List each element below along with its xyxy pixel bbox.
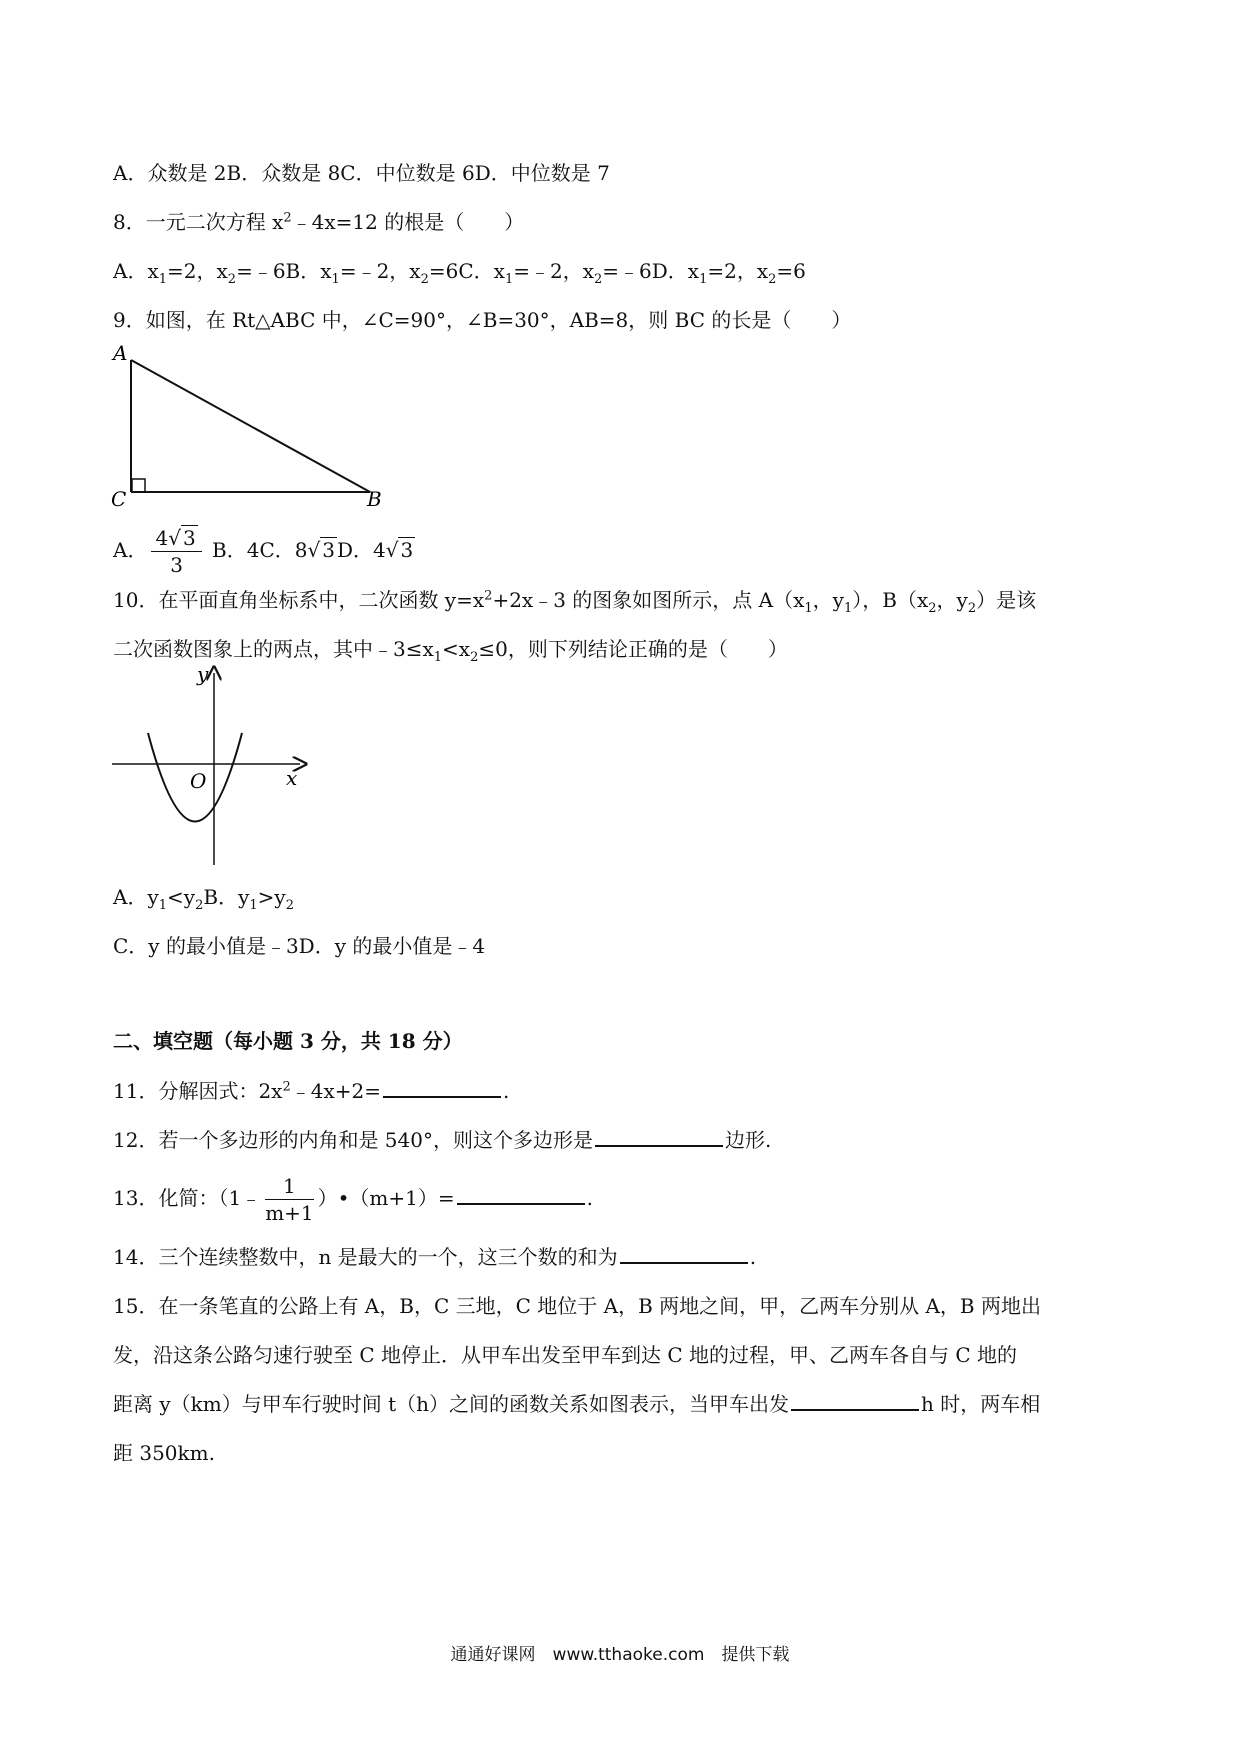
q8-option-c: C．$x_1=﹣2$，$x_2=﹣6$ (458, 259, 652, 287)
q9-options: A． $\frac{4√ 3}{3}$ B．4C．8√ 3 D．4√ 3 (113, 526, 414, 577)
q10-options-cd: C．y 的最小值是﹣3D．y 的最小值是﹣4 (113, 934, 486, 958)
q13-answer-blank[interactable] (457, 1183, 585, 1205)
q13: 13．化简：（1﹣ $\frac{1}{m+1}$ ）•（m+1）= . (113, 1174, 594, 1225)
q15-line3: 距离 y（km）与甲车行驶时间 t（h）之间的函数关系如图表示，当甲车出发 h 时，两车相 (113, 1389, 1040, 1419)
q8-option-d: D．$x_1=2$，$x_2=6$ (651, 259, 806, 287)
section2-title: 二、填空题（每小题 3 分，共 18 分） (113, 1029, 463, 1053)
q8-options (113, 256, 806, 286)
q9-option-d-radicand: 3 (400, 538, 414, 562)
q9-triangle-figure (105, 340, 395, 510)
q12: 12．若一个多边形的内角和是 540°，则这个多边形是 边形. (113, 1125, 771, 1155)
q15-answer-blank[interactable] (791, 1389, 919, 1411)
q11: 11．分解因式：$2x^2﹣4x+2=$ . (113, 1076, 509, 1106)
q10-stem-line1: 10．在平面直角坐标系中，二次函数 $y=x^2+2x﹣3$ 的图象如图所示，点 $A(x_1$，$y_1$），$B(x_2$，$y_2$）是该 (113, 588, 1037, 616)
q11-answer-blank[interactable] (383, 1076, 501, 1098)
q8-option-a: A．$x_1=2$，$x_2=﹣6$ (113, 259, 286, 287)
q15-line1: 15．在一条笔直的公路上有 A，B，C 三地，C 地位于 A，B 两地之间，甲，乙两车分别从 A，B 两地出 (113, 1294, 1041, 1318)
q9-stem: 9．如图，在 Rt△ABC 中，∠C=90°，∠B=30°，AB=8，则 BC 的长是（ ） (113, 308, 852, 332)
q9-option-c-radicand: 3 (322, 538, 335, 562)
vertex-label-c: C (111, 487, 127, 510)
x-axis-label: x (286, 766, 298, 790)
q9-option-bc: B．4C．8 (212, 538, 308, 562)
vertex-label-a: A (113, 341, 128, 365)
q13-fraction: $\frac{1}{m+1}$ (265, 1174, 314, 1225)
q10-parabola-graph (108, 665, 308, 870)
q14: 14．三个连续整数中，n 是最大的一个，这三个数的和为 . (113, 1242, 756, 1272)
right-angle-mark (132, 479, 145, 492)
vertex-label-b: B (367, 487, 382, 510)
q9-option-a-label: A． (113, 538, 148, 562)
q7-options: A．众数是 2B．众数是 8C．中位数是 6D．中位数是 7 (113, 161, 610, 185)
q10-stem-line2: 二次函数图象上的两点，其中$﹣3\le x_1<x_2\le 0$，则下列结论正确的是（ ） (113, 637, 788, 665)
q8-option-b: B．$x_1=﹣2$，$x_2=6$ (285, 259, 459, 287)
side-ab (131, 360, 370, 492)
q8-stem-post: ﹣4x=12 的根是（ ） (291, 210, 525, 234)
q14-answer-blank[interactable] (620, 1242, 748, 1264)
q8-stem (113, 207, 524, 237)
page-footer: 通通好课网 www.tthaoke.com 提供下载 (450, 1645, 790, 1665)
q9-option-d: D．4 (336, 538, 386, 562)
q15-line4: 距 350km. (113, 1441, 215, 1465)
q8-stem-pre: 8．一元二次方程 x (113, 210, 284, 234)
q12-answer-blank[interactable] (595, 1125, 723, 1147)
y-axis-label: y (197, 665, 209, 686)
q10-options-ab: A．$y_1<y_2B$．$y_1>y_2$ (113, 885, 294, 913)
q8-exp: 2 (283, 210, 292, 226)
q9-option-a-fraction: $\frac{4√ 3}{3}$ (151, 528, 201, 575)
q15-line2: 发，沿这条公路匀速行驶至 C 地停止．从甲车出发至甲车到达 C 地的过程，甲、乙两车各自与 C 地的 (113, 1343, 1018, 1367)
origin-label: O (190, 769, 207, 793)
